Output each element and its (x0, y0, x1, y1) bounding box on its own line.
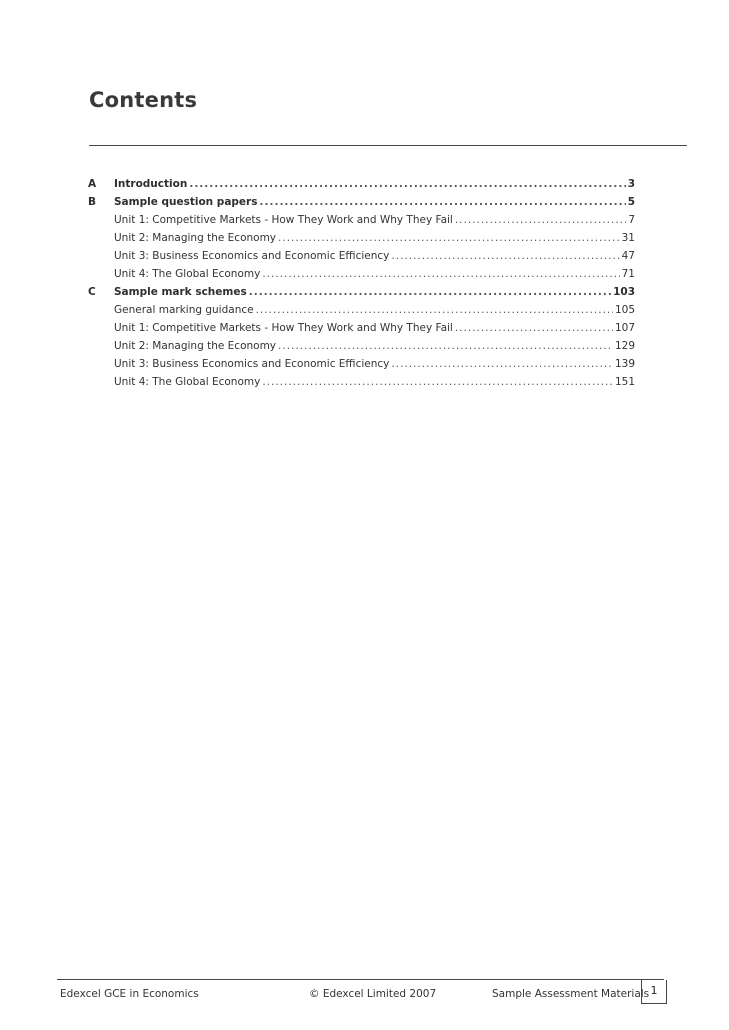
toc-entry (89, 355, 635, 373)
toc-entry (89, 211, 635, 229)
toc-page-number: 129 (614, 340, 635, 352)
toc-dot-leader (278, 229, 620, 247)
toc-entry (89, 247, 635, 265)
toc-entry-label: Sample question papers (114, 196, 258, 208)
page-title: Contents (89, 88, 198, 112)
toc-page-number: 5 (627, 196, 635, 208)
toc-dot-leader (189, 175, 625, 193)
toc-page-number: 7 (628, 214, 635, 226)
toc-entry-label: Introduction (114, 178, 188, 190)
toc-dot-leader (249, 283, 611, 301)
toc-page-number: 3 (627, 178, 635, 190)
toc-entry-label: General marking guidance (114, 304, 254, 316)
toc-entry (89, 265, 635, 283)
toc-entry-label: Unit 1: Competitive Markets - How They Work and Why They Fail (114, 322, 453, 334)
table-of-contents (89, 175, 635, 391)
toc-entry-label: Unit 3: Business Economics and Economic Efficiency (114, 358, 390, 370)
toc-dot-leader (391, 355, 613, 373)
toc-entry-label: Unit 2: Managing the Economy (114, 340, 277, 352)
toc-section-entry (89, 175, 635, 193)
toc-entry (89, 229, 635, 247)
page-number: 1 (641, 980, 667, 1004)
toc-entry (89, 337, 635, 355)
footer-document-type: Sample Assessment Materials (492, 988, 650, 1000)
toc-entry-label: Unit 2: Managing the Economy (114, 232, 277, 244)
toc-entry (89, 301, 635, 319)
toc-dot-leader (256, 301, 613, 319)
toc-page-number: 139 (614, 358, 635, 370)
toc-dot-leader (259, 193, 625, 211)
footer-publication-title: Edexcel GCE in Economics (60, 988, 199, 1000)
toc-section-letter: B (88, 196, 97, 208)
toc-entry (89, 319, 635, 337)
toc-entry (89, 373, 635, 391)
footer-copyright: © Edexcel Limited 2007 (309, 988, 437, 1000)
toc-section-entry (89, 193, 635, 211)
toc-dot-leader (262, 265, 619, 283)
toc-dot-leader (455, 211, 626, 229)
toc-entry-label: Unit 1: Competitive Markets - How They Work and Why They Fail (114, 214, 453, 226)
toc-page-number: 105 (614, 304, 635, 316)
toc-section-letter: A (88, 178, 97, 190)
toc-page-number: 71 (621, 268, 635, 280)
footer-divider (57, 979, 664, 980)
toc-dot-leader (278, 337, 613, 355)
toc-section-entry (89, 283, 635, 301)
toc-entry-label: Unit 3: Business Economics and Economic Efficiency (114, 250, 390, 262)
toc-dot-leader (455, 319, 613, 337)
toc-page-number: 107 (614, 322, 635, 334)
toc-entry-label: Unit 4: The Global Economy (114, 268, 261, 280)
toc-page-number: 103 (613, 286, 635, 298)
heading-divider (89, 145, 687, 146)
toc-entry-label: Unit 4: The Global Economy (114, 376, 261, 388)
toc-page-number: 47 (621, 250, 635, 262)
toc-section-letter: C (88, 286, 96, 298)
toc-page-number: 31 (621, 232, 635, 244)
toc-entry-label: Sample mark schemes (114, 286, 247, 298)
toc-page-number: 151 (614, 376, 635, 388)
toc-dot-leader (262, 373, 613, 391)
toc-dot-leader (391, 247, 619, 265)
